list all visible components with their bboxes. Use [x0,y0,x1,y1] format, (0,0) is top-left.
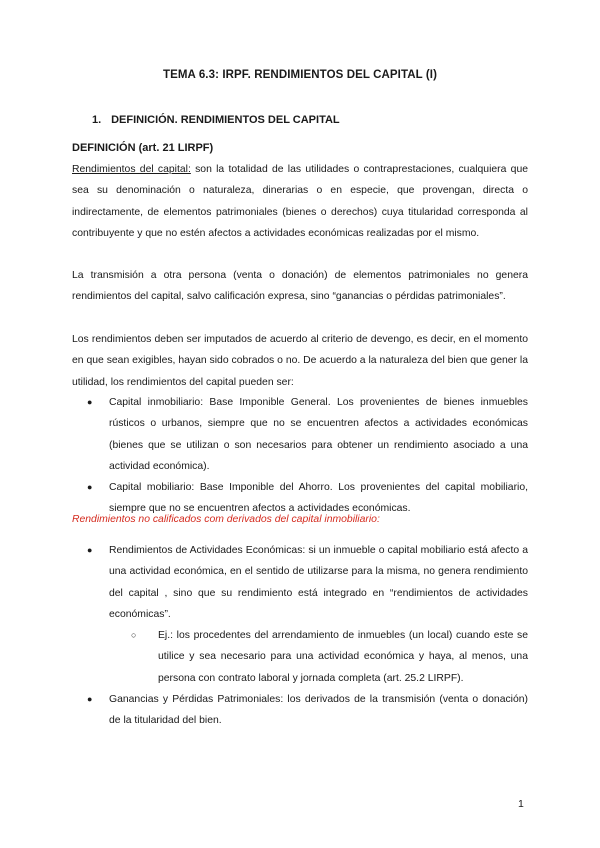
non-capital-list [72,540,528,732]
definition-term: Rendimientos del capital: [72,164,191,175]
section-heading [92,114,340,126]
red-subheading: Rendimientos no calificados com derivados del capital inmobiliario: [72,514,380,525]
capital-types-list [72,392,528,520]
list-item [72,540,528,689]
list-item [72,689,528,732]
list-item-text: Capital mobiliario: Base Imponible del Ahorro. Los provenientes del capital mobiliario, siempre que no se encuentren afectos a actividades económicas. [109,482,528,515]
list-item [72,392,528,477]
bullet-icon: ● [87,545,93,555]
imputation-paragraph: Los rendimientos deben ser imputados de acuerdo al criterio de devengo, es decir, en el momento en que sean exigibles, hayan sido cobrados o no. De acuerdo a la naturaleza del bien que gener la utilidad, los rendimientos del capital pueden ser: [72,334,528,388]
section-label: DEFINICIÓN. RENDIMIENTOS DEL CAPITAL [111,114,340,126]
definition-text: son la totalidad de las utilidades o contraprestaciones, cualquiera que sea su denominación o naturaleza, dinerarias o en especie, que provengan, directa o indirectamente, de elementos patrimoniales (bienes o derechos) cuya titularidad corresponda al contribuyente y que no estén afectos a actividades económicas realizadas por el mismo. [72,164,529,239]
definition-paragraph [72,159,528,244]
bullet-icon: ● [87,397,93,407]
sub-list-item [123,625,528,689]
list-item-text: Rendimientos de Actividades Económicas: si un inmueble o capital mobiliario está afecto a una actividad económica, en el sentido de utilizarse para la misma, no genera rendimiento del capital , sino que su rendimiento está integrado en “rendimientos de actividades económicas”. [109,545,528,620]
circle-bullet-icon: ○ [131,630,137,641]
list-item-text: Ganancias y Pérdidas Patrimoniales: los derivados de la transmisión (venta o donación) de la titularidad del bien. [109,694,528,727]
document-title: TEMA 6.3: IRPF. RENDIMIENTOS DEL CAPITAL (I) [162,69,438,81]
sub-list-item-text: Ej.: los procedentes del arrendamiento de inmuebles (un local) cuando este se utilice y sea necesario para una actividad económica y haya, al menos, una persona con contrato laboral y jornada completa (art. 25.2 LIRPF). [158,630,528,684]
bullet-icon: ● [87,694,93,705]
page-number: 1 [518,798,524,810]
bullet-icon: ● [87,482,93,493]
section-number: 1. [92,114,102,126]
transmission-paragraph: La transmisión a otra persona (venta o donación) de elementos patrimoniales no genera rendimientos del capital, salvo calificación expresa, sino “ganancias o pérdidas patrimoniales”. [72,270,528,303]
sub-list [109,625,528,689]
list-item-text: Capital inmobiliario: Base Imponible General. Los provenientes de bienes inmuebles rústicos o urbanos, siempre que no se encuentren afectos a actividades económicas (bienes que se utilizan o son necesarios para obtener un rendimiento asociado a una actividad económica). [109,397,528,472]
definition-subheading: DEFINICIÓN (art. 21 LIRPF) [72,142,214,154]
